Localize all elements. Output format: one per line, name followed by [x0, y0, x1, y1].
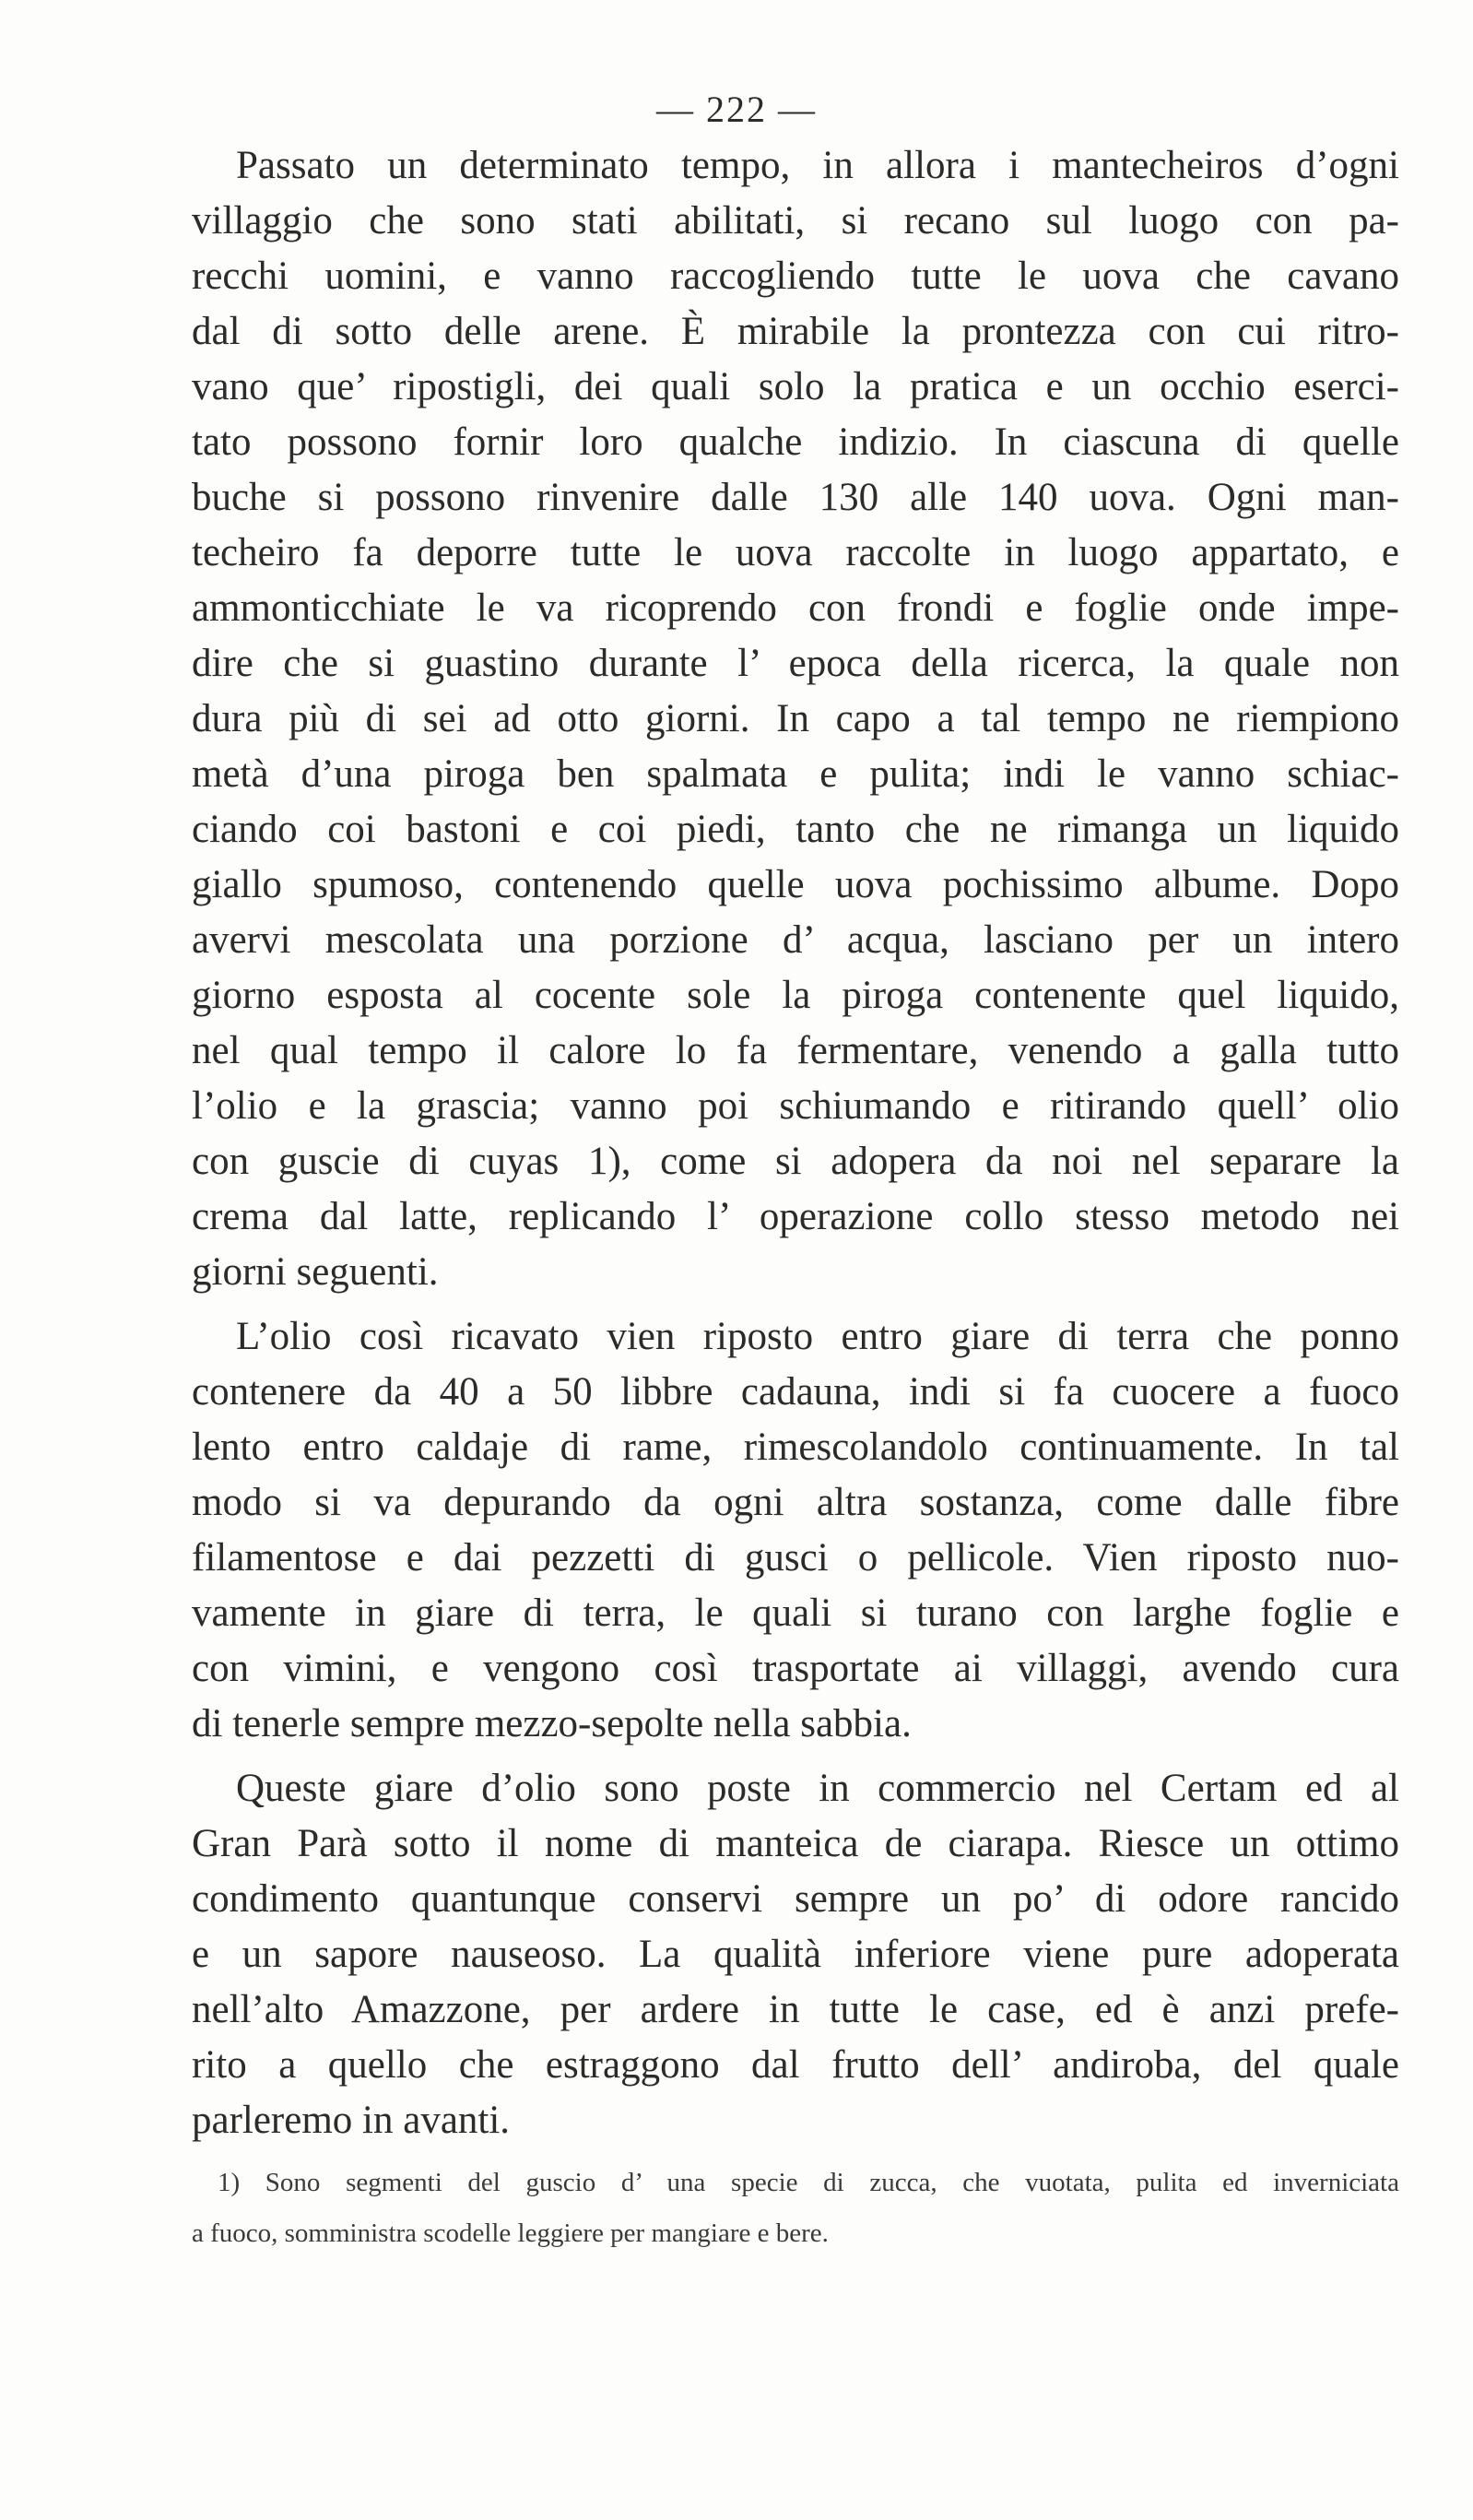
footnote-line: a fuoco, somministra scodelle leggiere per mangiare e bere. — [192, 2218, 829, 2248]
text-line: giorno esposta al cocente sole la piroga contenente quel liquido, — [192, 974, 1399, 1017]
text-line: recchi uomini, e vanno raccogliendo tutte le uova che cavano — [192, 254, 1399, 298]
text-line: ciando coi bastoni e coi piedi, tanto che ne rimanga un liquido — [192, 808, 1399, 851]
text-line: dire che si guastino durante l’ epoca della ricerca, la quale non — [192, 642, 1399, 685]
text-line: dura più di sei ad otto giorni. In capo a tal tempo ne riempiono — [192, 697, 1399, 740]
text-line: e un sapore nauseoso. La qualità inferiore viene pure adoperata — [192, 1933, 1399, 1976]
page-number: — 222 — — [656, 89, 817, 130]
text-line: metà d’una piroga ben spalmata e pulita; indi le vanno schiac- — [192, 752, 1399, 796]
text-line: tato possono fornir loro qualche indizio. In ciascuna di quelle — [192, 420, 1399, 464]
text-line: l’olio e la grascia; vanno poi schiumando e ritirando quell’ olio — [192, 1084, 1399, 1128]
text-line: ammonticchiate le va ricoprendo con frondi e foglie onde impe- — [192, 586, 1399, 630]
text-line: buche si possono rinvenire dalle 130 alle 140 uova. Ogni man- — [192, 476, 1399, 519]
text-line: vamente in giare di terra, le quali si turano con larghe foglie e — [192, 1591, 1399, 1635]
text-line: Gran Parà sotto il nome di manteica de ciarapa. Riesce un ottimo — [192, 1822, 1399, 1865]
footnote-line: 1) Sono segmenti del guscio d’ una specie di zucca, che vuotata, pulita ed inverniciata — [218, 2168, 1399, 2197]
text-line: filamentose e dai pezzetti di gusci o pellicole. Vien riposto nuo- — [192, 1536, 1399, 1579]
text-line: lento entro caldaje di rame, rimescolandolo continuamente. In tal — [192, 1426, 1399, 1469]
text-line: dal di sotto delle arene. È mirabile la prontezza con cui ritro- — [192, 310, 1399, 353]
text-line: nell’alto Amazzone, per ardere in tutte le case, ed è anzi prefe- — [192, 1988, 1399, 2031]
text-line: Queste giare d’olio sono poste in commercio nel Certam ed al — [236, 1767, 1399, 1810]
text-line: giallo spumoso, contenendo quelle uova pochissimo albume. Dopo — [192, 863, 1399, 906]
text-line: L’olio così ricavato vien riposto entro giare di terra che ponno — [236, 1315, 1399, 1358]
text-line: parleremo in avanti. — [192, 2099, 511, 2142]
text-line: giorni seguenti. — [192, 1250, 439, 1294]
text-line: villaggio che sono stati abilitati, si recano sul luogo con pa- — [192, 199, 1399, 243]
text-line: condimento quantunque conservi sempre un po’ di odore rancido — [192, 1877, 1399, 1921]
text-line: Passato un determinato tempo, in allora i mantecheiros d’ogni — [236, 144, 1399, 187]
footnotes — [192, 2158, 1399, 2259]
text-line: contenere da 40 a 50 libbre cadauna, indi si fa cuocere a fuoco — [192, 1370, 1399, 1414]
text-line: vano que’ ripostigli, dei quali solo la pratica e un occhio eserci- — [192, 365, 1399, 408]
text-line: modo si va depurando da ogni altra sostanza, come dalle fibre — [192, 1481, 1399, 1524]
text-line: con vimini, e vengono così trasportate ai villaggi, avendo cura — [192, 1647, 1399, 1690]
text-line: nel qual tempo il calore lo fa fermentare, venendo a galla tutto — [192, 1029, 1399, 1072]
text-line: crema dal latte, replicando l’ operazione collo stesso metodo nei — [192, 1195, 1399, 1238]
text-line: techeiro fa deporre tutte le uova raccolte in luogo appartato, e — [192, 531, 1399, 574]
text-line: con guscie di cuyas 1), come si adopera da noi nel separare la — [192, 1140, 1399, 1183]
text-line: rito a quello che estraggono dal frutto dell’ andiroba, del quale — [192, 2043, 1399, 2087]
text-line: avervi mescolata una porzione d’ acqua, lasciano per un intero — [192, 918, 1399, 962]
text-line: di tenerle sempre mezzo-sepolte nella sabbia. — [192, 1702, 912, 1745]
body-text — [192, 138, 1399, 2148]
